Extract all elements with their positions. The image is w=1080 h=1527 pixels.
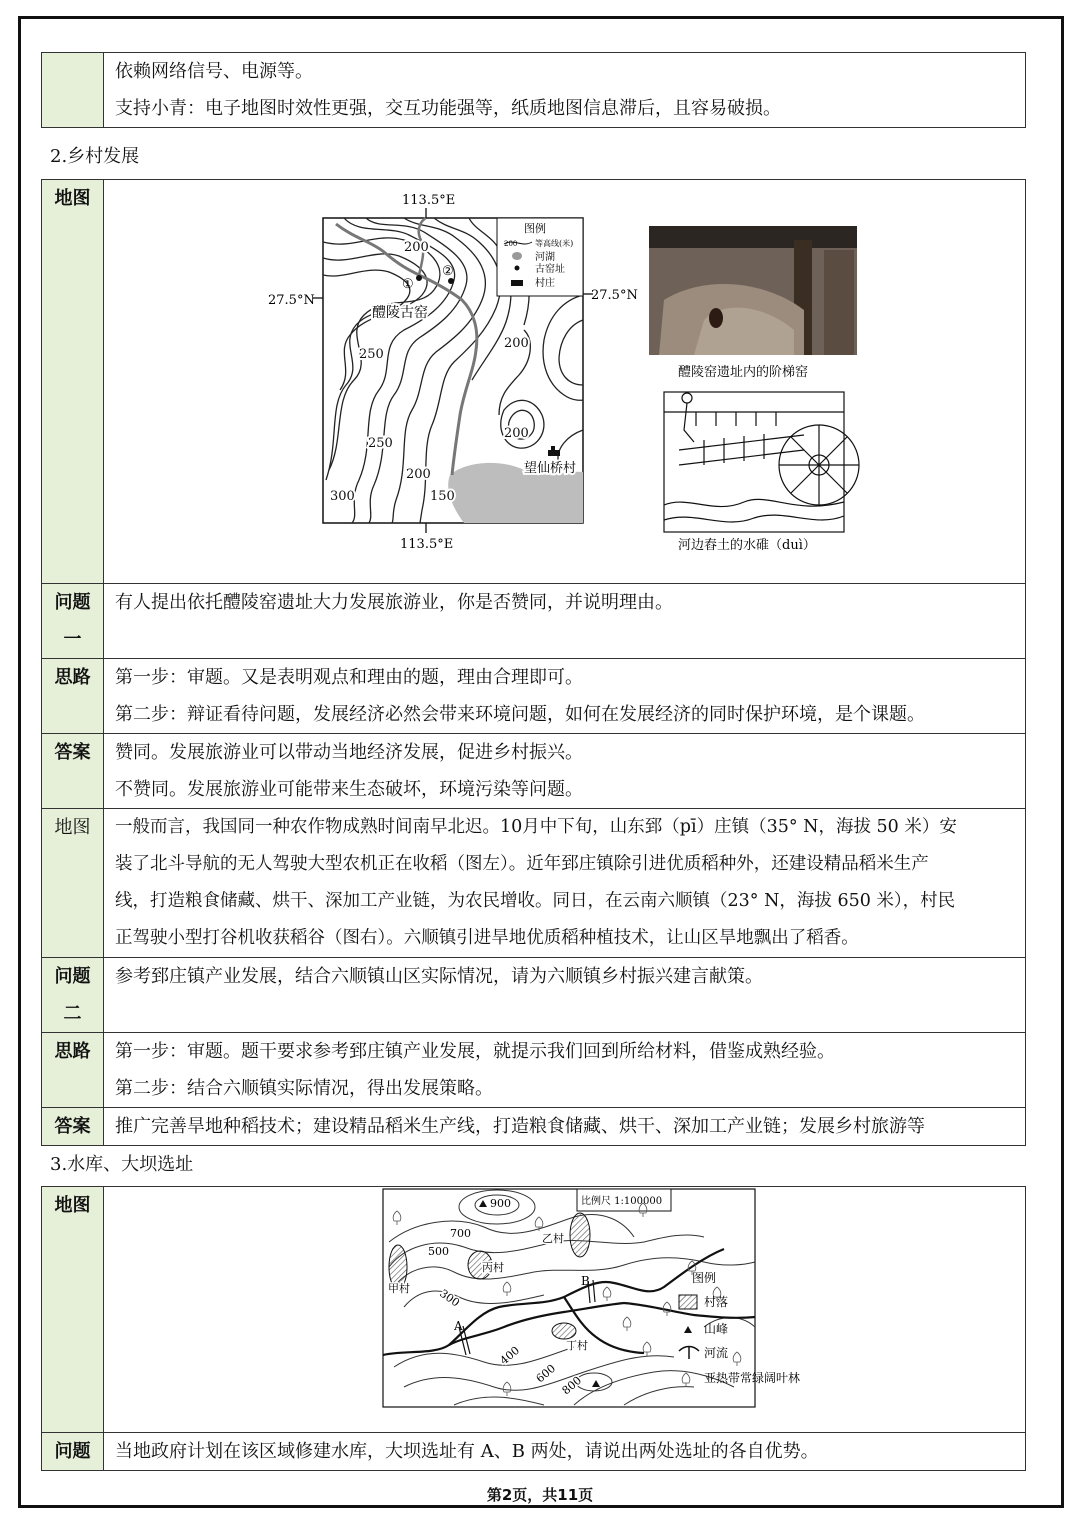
page-footer: 第2页，共11页 <box>486 1486 594 1504</box>
map-3-label: 地图 <box>42 1187 104 1433</box>
answer-2-label: 答案 <box>42 1108 104 1146</box>
legend-item-river: 河流 <box>704 1346 729 1360</box>
kiln-photo <box>649 226 857 355</box>
kiln-site-1-dot <box>416 275 422 281</box>
village-ding-label: 丁村 <box>566 1339 588 1352</box>
photo-1-caption: 醴陵窑遗址内的阶梯窑 <box>678 365 809 380</box>
contour-label: 250 <box>368 436 393 451</box>
question-2-text: 参考郅庄镇产业发展，结合六顺镇山区实际情况，请为六顺镇乡村振兴建言献策。 <box>115 966 763 987</box>
contour-label: 600 <box>533 1361 559 1386</box>
legend-title: 图例 <box>524 222 546 235</box>
village-jia-label: 甲村 <box>388 1282 410 1295</box>
question-2-label-text: 问题二 <box>54 966 91 1024</box>
legend-item-contour: 等高线(米) <box>535 239 574 248</box>
top-text-cell <box>104 53 1026 128</box>
contour-label: 150 <box>430 489 455 504</box>
map-2-line: 线，打造粮食储藏、烘干、深加工产业链，为农民增收。同日，在云南六顺镇（23° N，海拔 650 米），村民 <box>115 891 956 911</box>
legend-contour-value: 200 <box>504 240 518 248</box>
legend-item-village: 村落 <box>704 1295 729 1309</box>
contour-label: 400 <box>497 1343 523 1368</box>
thinking-1-label: 思路 <box>42 659 104 734</box>
question-3-label: 问题 <box>42 1433 104 1471</box>
thinking-1-line: 第二步：辩证看待问题，发展经济必然会带来环境问题，如何在发展经济的同时保护环境，是个课题。 <box>115 704 925 725</box>
question-1-label-text: 问题一 <box>54 592 91 650</box>
answer-2-cell <box>104 1108 1026 1146</box>
contour-label: 700 <box>450 1227 471 1240</box>
village-icon-roof <box>551 446 555 450</box>
contour-label: 250 <box>359 347 384 362</box>
thinking-1-cell <box>104 659 1026 734</box>
question-3-cell <box>104 1433 1026 1471</box>
contour-label: 200 <box>504 426 529 441</box>
map-2-line: 装了北斗导航的无人驾驶大型农机正在收稻（图左）。近年郅庄镇除引进优质稻种外，还建设精品稻米生产 <box>115 854 929 874</box>
section-3-table <box>41 1186 1026 1471</box>
scale-label: 比例尺 1:100000 <box>581 1196 663 1207</box>
topographic-map-figure <box>104 180 1024 570</box>
legend-kiln-symbol <box>515 266 520 271</box>
kiln-name-label: 醴陵古窑 <box>372 305 428 321</box>
map-figure-cell <box>104 180 1026 584</box>
reservoir-map-cell <box>104 1187 1026 1433</box>
thinking-2-label: 思路 <box>42 1033 104 1108</box>
legend-title: 图例 <box>692 1271 717 1285</box>
peak-1-label: 900 <box>490 1197 511 1210</box>
question-1-text: 有人提出依托醴陵窑遗址大力发展旅游业，你是否赞同，并说明理由。 <box>115 592 673 613</box>
contour-label: 200 <box>504 336 529 351</box>
map-2-line: 一般而言，我国同一种农作物成熟时间南早北迟。10月中下旬，山东郅（pī）庄镇（35° N，海拔 50 米）安 <box>115 817 957 837</box>
legend-item-kiln: 古窑址 <box>535 264 565 275</box>
legend-item-forest: 亚热带常绿阔叶林 <box>704 1371 801 1385</box>
contour-label: 500 <box>428 1245 449 1258</box>
answer-2-text: 推广完善旱地种稻技术；建设精品稻米生产线，打造粮食储藏、烘干、深加工产业链；发展乡村旅游等 <box>115 1116 925 1137</box>
map-2-label: 地图 <box>42 809 104 958</box>
thinking-2-cell <box>104 1033 1026 1108</box>
legend-village-symbol <box>679 1295 697 1309</box>
legend-item-lake: 河湖 <box>535 252 555 263</box>
top-continuation-table <box>41 52 1026 128</box>
site-2-label: ② <box>442 264 454 279</box>
answer-1-line: 赞同。发展旅游业可以带动当地经济发展，促进乡村振兴。 <box>115 742 583 763</box>
answer-1-line: 不赞同。发展旅游业可能带来生态破坏，环境污染等问题。 <box>115 779 583 800</box>
photo-2-caption: 河边舂土的水碓（duì） <box>678 538 816 553</box>
section-2-table <box>41 179 1026 1146</box>
question-3-text: 当地政府计划在该区域修建水库，大坝选址有 A、B 两处，请说出两处选址的各自优势。 <box>115 1441 819 1462</box>
empty-label-cell <box>42 53 104 128</box>
thinking-2-line: 第一步：审题。题干要求参考郅庄镇产业发展，就提示我们回到所给材料，借鉴成熟经验。 <box>115 1041 835 1062</box>
section-2-title: 2.乡村发展 <box>50 146 140 167</box>
lon-top-label: 113.5°E <box>402 193 456 208</box>
contour-label: 200 <box>404 240 429 255</box>
dam-a-label: A <box>454 1319 463 1333</box>
section-3-title: 3.水库、大坝选址 <box>50 1154 194 1175</box>
lat-right-label: 27.5°N <box>591 288 638 303</box>
village-ding-area <box>552 1323 576 1339</box>
village-yi-area <box>570 1213 590 1257</box>
village-name-label: 望仙桥村 <box>524 461 577 476</box>
contour-label: 300 <box>437 1286 462 1310</box>
water-mill-drawing <box>664 392 859 532</box>
question-2-text-cell <box>104 958 1026 1033</box>
dam-b-label: B <box>581 1274 590 1288</box>
village-bing-label: 丙村 <box>482 1261 504 1274</box>
question-2-label <box>42 958 104 1033</box>
answer-1-label: 答案 <box>42 734 104 809</box>
contour-label: 800 <box>559 1373 585 1398</box>
legend-item-village: 村庄 <box>535 278 555 289</box>
lon-bottom-label: 113.5°E <box>400 537 454 552</box>
legend-lake-symbol <box>512 252 522 260</box>
site-1-label: ① <box>402 277 414 292</box>
contour-label: 200 <box>406 467 431 482</box>
village-yi-label: 乙村 <box>542 1232 564 1245</box>
map-label: 地图 <box>42 180 104 584</box>
map-2-text-cell <box>104 809 1026 958</box>
question-1-label <box>42 584 104 659</box>
legend-item-peak: 山峰 <box>704 1322 729 1336</box>
thinking-2-line: 第二步：结合六顺镇实际情况，得出发展策略。 <box>115 1078 493 1099</box>
lat-left-label: 27.5°N <box>268 293 315 308</box>
question-1-text-cell <box>104 584 1026 659</box>
answer-1-cell <box>104 734 1026 809</box>
village-icon <box>548 450 560 456</box>
contour-label: 300 <box>330 489 355 504</box>
map-2-line: 正驾驶小型打谷机收获稻谷（图右）。六顺镇引进旱地优质稻种植技术，让山区旱地飘出了稻香。 <box>115 928 859 948</box>
top-line-2: 支持小青：电子地图时效性更强，交互功能强等，纸质地图信息滞后，且容易破损。 <box>115 98 781 119</box>
top-line-1: 依赖网络信号、电源等。 <box>115 61 313 82</box>
reservoir-map-figure <box>104 1187 1024 1419</box>
thinking-1-line: 第一步：审题。又是表明观点和理由的题，理由合理即可。 <box>115 667 583 688</box>
legend-village-symbol <box>511 280 523 286</box>
